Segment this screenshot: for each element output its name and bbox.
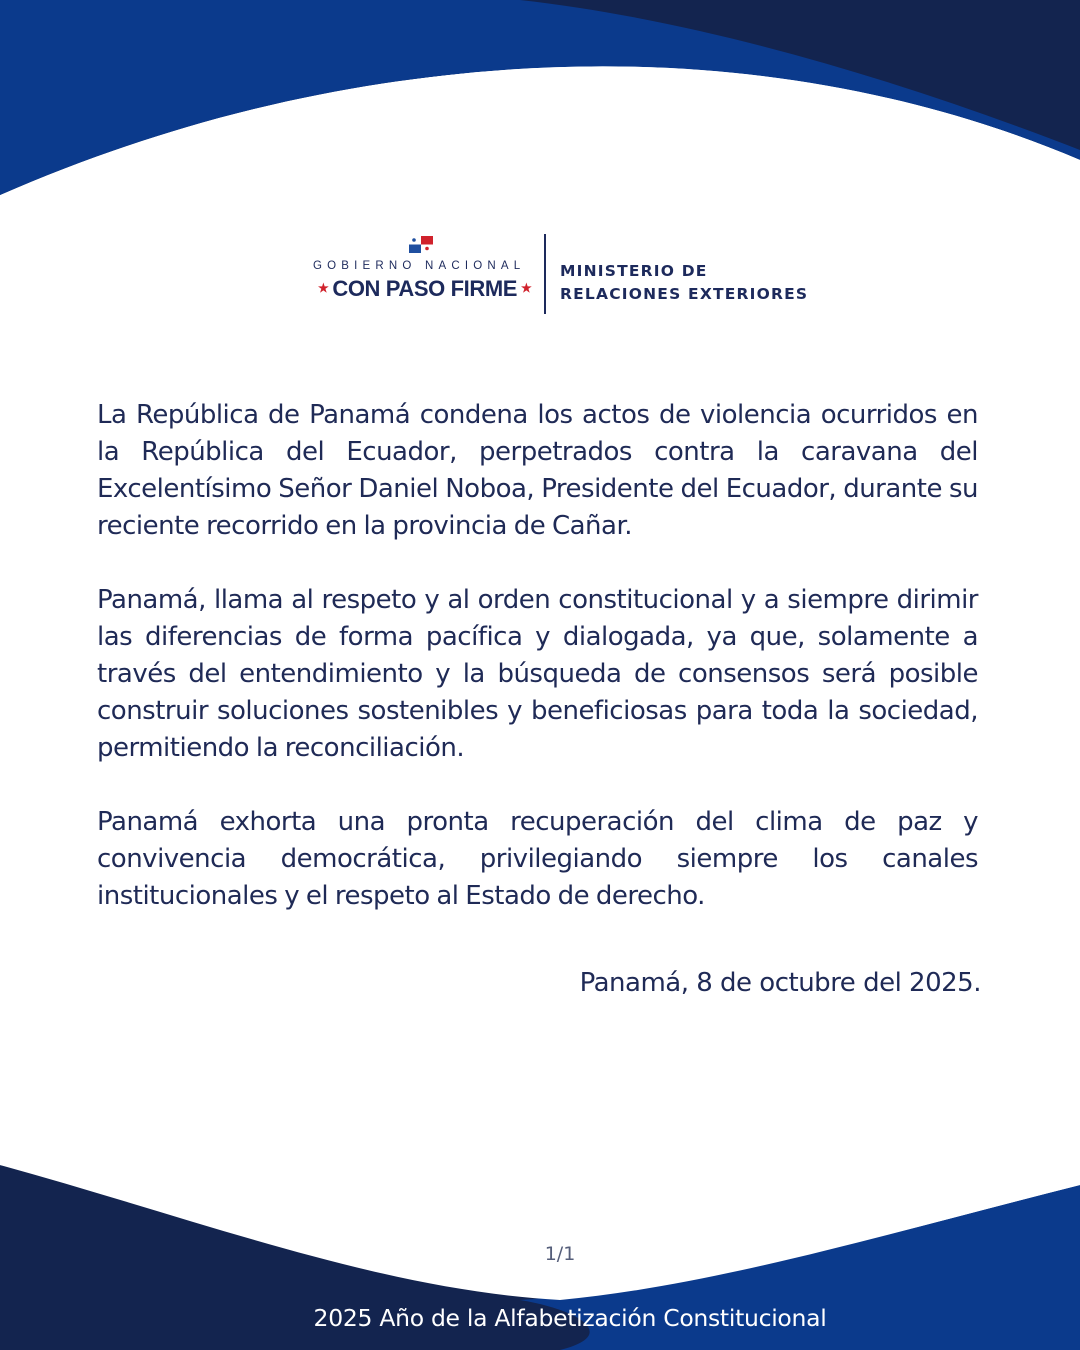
statement-date: Panamá, 8 de octubre del 2025.	[579, 968, 981, 998]
statement-paragraph-3: Panamá exhorta una pronta recuperación del clima de paz y convivencia democrática, privilegiando siempre los canales institucionales y el respeto al Estado de derecho.	[97, 807, 978, 911]
star-icon: ★	[318, 281, 329, 295]
ministry-line2: RELACIONES EXTERIORES	[560, 285, 809, 303]
star-icon: ★	[521, 281, 532, 295]
statement-body	[97, 397, 978, 952]
header-logo	[310, 232, 830, 318]
statement-paragraph-2: Panamá, llama al respeto y al orden constitucional y a siempre dirimir las diferencias de forma pacífica y dialogada, ya que, solamente a través del entendimiento y la búsqueda de consensos será posible construir soluciones sostenibles y beneficiosas para toda la sociedad, permitiendo la reconciliación.	[97, 585, 978, 763]
page-number: 1/1	[544, 1243, 576, 1265]
logo-divider	[544, 234, 546, 314]
gov-line1: GOBIERNO NACIONAL	[313, 260, 526, 272]
gov-line2	[314, 276, 535, 302]
ministry-line1: MINISTERIO DE	[560, 262, 708, 280]
footer-motto: 2025 Año de la Alfabetización Constitucional	[313, 1304, 827, 1332]
statement-paragraph-1: La República de Panamá condena los actos de violencia ocurridos en la República del Ecuador, perpetrados contra la caravana del Excelentísimo Señor Daniel Noboa, Presidente del Ecuador, durante su reciente recorrido en la provincia de Cañar.	[97, 400, 978, 541]
gov-motto: CON PASO FIRME	[332, 276, 518, 301]
ministry-name	[560, 260, 808, 306]
panama-flag-icon	[409, 236, 433, 253]
